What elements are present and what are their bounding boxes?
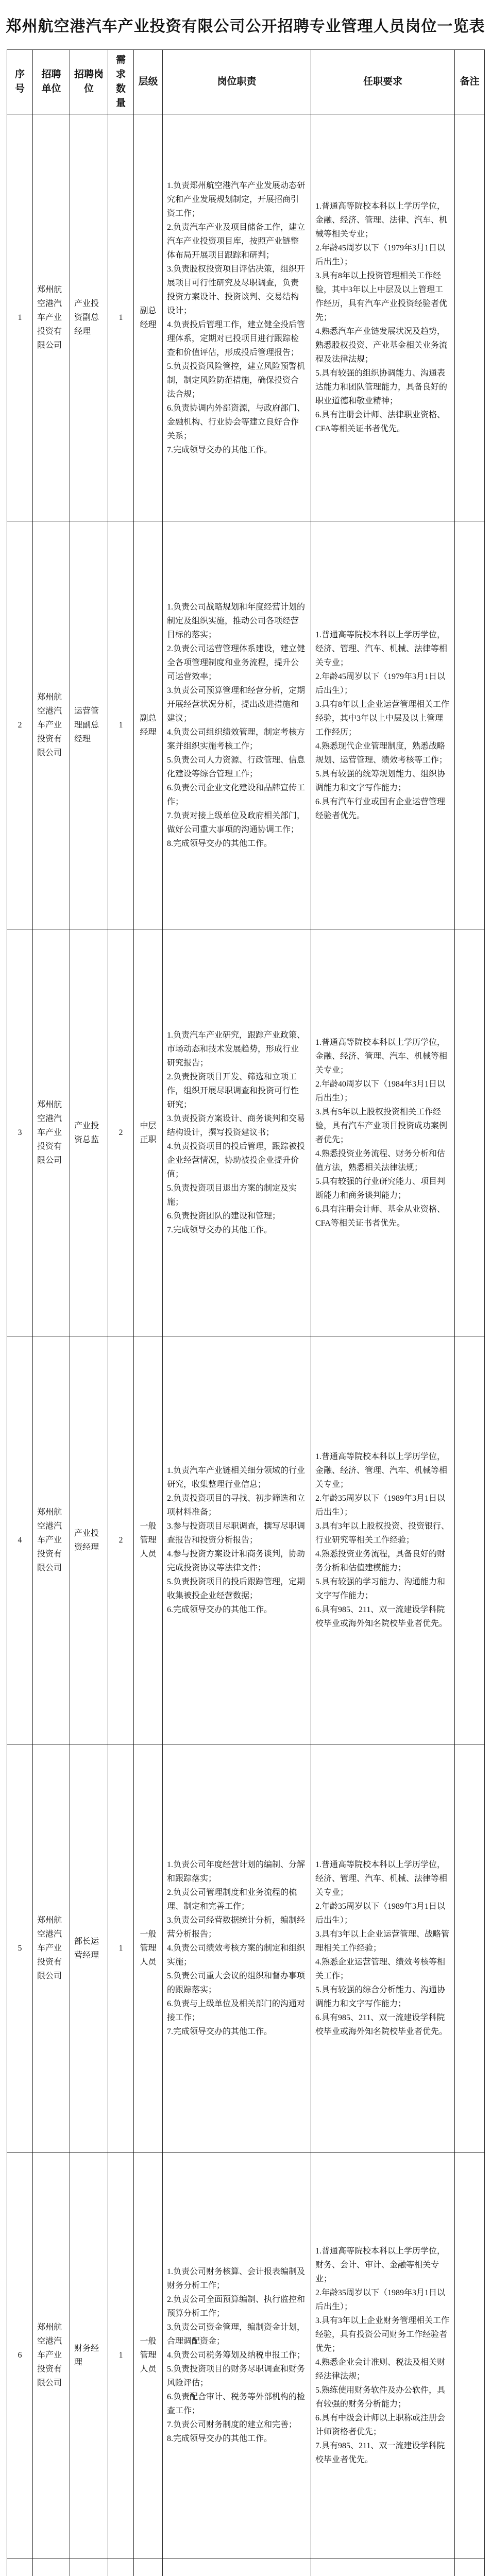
requirement-item: 3.具有3年以上企业运营管理、战略管理相关工作经验； — [315, 1930, 450, 1953]
duty-item: 1.负责公司财务核算、会计报表编制及财务分析工作； — [167, 2267, 306, 2290]
duty-item: 7.负责公司财务制度的建立和完善； — [167, 2420, 297, 2429]
row-count — [108, 2558, 134, 2576]
requirement-item: 4.熟悉投资业务流程，具备良好的财务分析和估值建模能力； — [315, 1550, 446, 1572]
duty-item: 6.负责投资团队的建设和管理； — [167, 1212, 281, 1221]
duty-item: 1.负责郑州航空港汽车产业发展动态研究和产业发展规划制定，开展招商引资工作； — [167, 181, 306, 218]
row-note — [455, 929, 485, 1336]
duty-item: 5.负责投资项目退出方案的制定及实施； — [167, 1184, 297, 1207]
requirement-item: 6.具有汽车行业或国有企业运营管理经验者优先。 — [315, 797, 446, 820]
duty-item: 2.负责公司全面预算编制、执行监控和预算分析工作； — [167, 2295, 306, 2318]
row-number: 5 — [7, 1744, 33, 2153]
col-header-post: 招聘岗位 — [70, 50, 108, 114]
table-row — [7, 2153, 485, 2558]
table-row — [7, 1336, 485, 1744]
row-post: 部长运营经理 — [70, 1744, 108, 2153]
positions-table — [7, 49, 485, 2576]
duty-item: 7.完成领导交办的其他工作。 — [167, 1226, 273, 1234]
row-number — [7, 2558, 33, 2576]
duty-item: 3.负责股权投资项目评估决策，组织开展项目可行性研究及尽职调查，负责投资方案设计、投资谈判、交易结构设计； — [167, 264, 306, 315]
row-level: 一般管理人员 — [134, 2153, 163, 2558]
duty-item: 2.负责投资项目的寻找、初步筛选和立项材料准备； — [167, 1494, 306, 1517]
row-number: 6 — [7, 2153, 33, 2558]
row-unit: 郑州航空港汽车产业投资有限公司 — [33, 1336, 70, 1744]
requirement-item: 1.普通高等院校本科以上学历学位，金融、经济、管理、法律、汽车、机械等相关专业； — [315, 202, 448, 239]
table-row — [7, 1744, 485, 2153]
duty-item: 6.负责协调内外部资源，与政府部门、金融机构、行业协会等建立良好合作关系； — [167, 403, 306, 440]
duty-item: 1.负责汽车产业链相关细分领域的行业研究，收集整理行业信息； — [167, 1466, 306, 1489]
col-header-note: 备注 — [455, 50, 485, 114]
col-header-count: 需求数量 — [108, 50, 134, 114]
duty-item: 3.参与投资项目尽职调查，撰写尽职调查报告和投资分析报告； — [167, 1522, 306, 1545]
row-duties — [163, 1744, 311, 2153]
requirement-item: 2.年龄45周岁以下（1979年3月1日以后出生）； — [315, 672, 446, 695]
row-duties — [163, 2558, 311, 2576]
requirement-item: 2.年龄40周岁以下（1984年3月1日以后出生）； — [315, 1079, 446, 1103]
duty-item: 3.负责投资方案设计、商务谈判和交易结构设计，撰写投资建议书； — [167, 1114, 306, 1137]
duty-item: 8.完成领导交办的其他工作。 — [167, 2434, 273, 2443]
row-note — [455, 114, 485, 521]
requirement-item: 6.具有中级会计师以上职称或注册会计师资格者优先； — [315, 2413, 446, 2436]
duty-item: 6.负责与上级单位及相关部门的沟通对接工作； — [167, 1999, 306, 2022]
requirement-item: 3.具有3年以上企业财务管理相关工作经验，具有投资公司财务工作经验者优先； — [315, 2316, 450, 2353]
row-level — [134, 2558, 163, 2576]
duty-item: 7.完成领导交办的其他工作。 — [167, 445, 273, 454]
duty-item: 1.负责公司战略规划和年度经营计划的制定及组织实施，推动公司各项经营目标的落实； — [167, 602, 306, 639]
row-number: 1 — [7, 114, 33, 521]
table-row — [7, 521, 485, 929]
requirement-item: 2.年龄45周岁以下（1979年3月1日以后出生）； — [315, 244, 446, 266]
duty-item: 3.负责公司预算管理和经营分析，定期开展经营状况分析，提出改进措施和建议； — [167, 686, 306, 723]
requirement-item: 4.熟悉企业运营管理、绩效考核等相关工作； — [315, 1958, 446, 1980]
row-count: 1 — [108, 521, 134, 929]
row-requirements — [311, 114, 455, 521]
duty-item: 3.负责公司经营数据统计分析，编制经营分析报告； — [167, 1916, 306, 1939]
requirement-item: 1.普通高等院校本科以上学历学位，金融、经济、管理、汽车、机械等相关专业； — [315, 1038, 448, 1075]
requirement-item: 5.具有较强的统筹规划能力、组织协调能力和文字写作能力； — [315, 769, 446, 792]
requirement-item: 2.年龄35周岁以下（1989年3月1日以后出生）； — [315, 2288, 446, 2311]
duty-item: 5.负责公司人力资源、行政管理、信息化建设等综合管理工作； — [167, 755, 306, 778]
requirement-item: 7.具有985、211、双一流建设学科院校毕业者优先。 — [315, 2441, 445, 2464]
col-header-no: 序号 — [7, 50, 33, 114]
row-unit: 郑州航空港汽车产业投资有限公司 — [33, 929, 70, 1336]
requirement-item: 1.普通高等院校本科以上学历学位，经济、管理、汽车、机械、法律等相关专业； — [315, 630, 448, 667]
duty-item: 2.负责公司运营管理体系建设，建立健全各项管理制度和业务流程，提升公司运营效率； — [167, 644, 306, 681]
requirement-item: 5.具有较强的组织协调能力、沟通表达能力和团队管理能力，具备良好的职业道德和敬业精神； — [315, 369, 448, 405]
requirement-item: 1.普通高等院校本科以上学历学位，经济、管理、汽车、机械、法律等相关专业； — [315, 1860, 448, 1897]
row-requirements — [311, 929, 455, 1336]
row-duties — [163, 114, 311, 521]
row-post: 产业投资总监 — [70, 929, 108, 1336]
col-header-requirements: 任职要求 — [311, 50, 455, 114]
duty-item: 6.完成领导交办的其他工作。 — [167, 1605, 273, 1614]
requirement-item: 4.熟悉企业会计准则、税法及相关财经法律法规； — [315, 2358, 446, 2381]
row-count: 1 — [108, 2153, 134, 2558]
requirement-item: 3.具有3年以上股权投资、投资银行、行业研究等相关工作经验； — [315, 1522, 450, 1545]
duty-item: 2.负责汽车产业及项目储备工作，建立汽车产业投资项目库，按照产业链整体布局开展项目跟踪和研判； — [167, 223, 306, 260]
col-header-level: 层级 — [134, 50, 163, 114]
requirement-item: 3.具有8年以上投资管理相关工作经验，其中3年以上中层及以上管理工作经历，具有汽车产业投资经验者优先； — [315, 272, 448, 322]
requirement-item: 4.熟悉汽车产业链发展状况及趋势，熟悉股权投资、产业基金相关业务流程及法律法规； — [315, 327, 448, 364]
row-unit: 郑州航空港汽车产业投资有限公司 — [33, 1744, 70, 2153]
requirement-item: 5.具有较强的综合分析能力、沟通协调能力和文字写作能力； — [315, 1986, 446, 2008]
duty-item: 8.完成领导交办的其他工作。 — [167, 839, 273, 848]
row-post: 运营管理副总经理 — [70, 521, 108, 929]
duty-item: 5.负责投资项目的投后跟踪管理，定期收集被投企业经营数据； — [167, 1578, 306, 1600]
col-header-unit: 招聘单位 — [33, 50, 70, 114]
duty-item: 4.负责投资项目的投后管理，跟踪被投企业经营情况，协助被投企业提升价值； — [167, 1142, 306, 1179]
duty-item: 3.负责公司资金管理，编制资金计划，合理调配资金； — [167, 2323, 306, 2346]
row-duties — [163, 1336, 311, 1744]
duty-item: 4.参与投资方案设计和商务谈判，协助完成投资协议等法律文件； — [167, 1550, 306, 1572]
row-count: 2 — [108, 1336, 134, 1744]
row-duties — [163, 929, 311, 1336]
col-header-duties: 岗位职责 — [163, 50, 311, 114]
requirement-item: 2.年龄35周岁以下（1989年3月1日以后出生）； — [315, 1902, 446, 1925]
row-note — [455, 2558, 485, 2576]
row-post: 财务经理 — [70, 2153, 108, 2558]
requirement-item: 5.具有较强的学习能力、沟通能力和文字写作能力； — [315, 1578, 446, 1600]
row-count: 2 — [108, 929, 134, 1336]
requirement-item: 6.具有注册会计师、基金从业资格、CFA等相关证书者优先。 — [315, 1205, 446, 1228]
row-level: 中层正职 — [134, 929, 163, 1336]
row-level: 副总经理 — [134, 521, 163, 929]
requirement-item: 2.年龄35周岁以下（1989年3月1日以后出生）； — [315, 1494, 446, 1517]
requirement-item: 3.具有5年以上股权投资相关工作经验，具有汽车产业项目投资成功案例者优先； — [315, 1107, 448, 1144]
table-row — [7, 929, 485, 1336]
requirement-item: 5.具有较强的行业研究能力、项目判断能力和商务谈判能力； — [315, 1177, 446, 1200]
requirement-item: 4.熟悉现代企业管理制度，熟悉战略规划、运营管理、绩效考核等工作； — [315, 741, 448, 765]
row-post: 产业投资副总经理 — [70, 114, 108, 521]
requirement-item: 3.具有8年以上企业运营管理相关工作经验，其中3年以上中层及以上管理工作经历； — [315, 700, 450, 737]
row-requirements — [311, 2153, 455, 2558]
row-unit: 郑州航空港汽车产业投资有限公司 — [33, 2153, 70, 2558]
row-number: 3 — [7, 929, 33, 1336]
row-number: 2 — [7, 521, 33, 929]
requirement-item: 4.熟悉投资业务流程、财务分析和估值方法，熟悉相关法律法规； — [315, 1149, 446, 1172]
duty-item: 7.完成领导交办的其他工作。 — [167, 2027, 273, 2036]
duty-item: 6.负责配合审计、税务等外部机构的检查工作； — [167, 2393, 306, 2415]
row-note — [455, 521, 485, 929]
duty-item: 5.负责公司重大会议的组织和督办事项的跟踪落实； — [167, 1972, 306, 1994]
row-unit: 郑州航空港汽车产业投资有限公司 — [33, 114, 70, 521]
duty-item: 1.负责公司年度经营计划的编制、分解和跟踪落实； — [167, 1860, 306, 1883]
requirement-item: 5.熟练使用财务软件及办公软件，具有较强的财务分析能力； — [315, 2385, 446, 2409]
requirement-item: 1.普通高等院校本科以上学历学位，金融、经济、管理、汽车、机械等相关专业； — [315, 1452, 448, 1489]
row-unit: 郑州航空港汽车产业投资有限公司 — [33, 521, 70, 929]
duty-item: 2.负责投资项目开发、筛选和立项工作，组织开展尽职调查和投资可行性研究； — [167, 1073, 299, 1109]
page-title: 郑州航空港汽车产业投资有限公司公开招聘专业管理人员岗位一览表 — [6, 18, 485, 35]
row-requirements — [311, 2558, 455, 2576]
row-number: 4 — [7, 1336, 33, 1744]
duty-item: 5.负责投资风险管控，建立风险预警机制，制定风险防范措施，确保投资合法合规； — [167, 362, 306, 399]
row-note — [455, 2153, 485, 2558]
table-row — [7, 114, 485, 521]
duty-item: 6.负责公司企业文化建设和品牌宣传工作； — [167, 783, 306, 806]
row-level: 一般管理人员 — [134, 1744, 163, 2153]
requirement-item: 6.具有注册会计师、法律职业资格、CFA等相关证书者优先。 — [315, 411, 446, 433]
duty-item: 4.负责公司绩效考核方案的制定和组织实施； — [167, 1944, 306, 1967]
row-duties — [163, 2153, 311, 2558]
duty-item: 5.负责投资项目的财务尽职调查和财务风险评估； — [167, 2365, 306, 2387]
table-row — [7, 2558, 485, 2576]
row-count: 1 — [108, 1744, 134, 2153]
duty-item: 7.负责对接上级单位及政府相关部门，做好公司重大事项的沟通协调工作； — [167, 811, 306, 834]
row-requirements — [311, 1336, 455, 1744]
duty-item: 4.负责公司组织绩效管理，制定考核方案并组织实施考核工作； — [167, 727, 306, 751]
requirement-item: 6.具有985、211、双一流建设学科院校毕业或海外知名院校毕业者优先。 — [315, 2013, 448, 2036]
row-note — [455, 1744, 485, 2153]
row-requirements — [311, 1744, 455, 2153]
row-post — [70, 2558, 108, 2576]
header-row — [7, 50, 485, 114]
duty-item: 4.负责投后管理工作，建立健全投后管理体系，定期对已投项目进行跟踪检查和价值评估，形成投后管理报告； — [167, 320, 306, 357]
row-duties — [163, 521, 311, 929]
row-requirements — [311, 521, 455, 929]
row-level: 副总经理 — [134, 114, 163, 521]
requirement-item: 6.具有985、211、双一流建设学科院校毕业或海外知名院校毕业者优先。 — [315, 1605, 448, 1628]
duty-item: 1.负责汽车产业研究，跟踪产业政策、市场动态和技术发展趋势，形成行业研究报告； — [167, 1031, 306, 1067]
duty-item: 4.负责公司税务筹划及纳税申报工作； — [167, 2351, 306, 2360]
duty-item: 2.负责公司管理制度和业务流程的梳理、制定和完善工作； — [167, 1888, 297, 1911]
row-level: 一般管理人员 — [134, 1336, 163, 1744]
requirement-item: 1.普通高等院校本科以上学历学位，财务、会计、审计、金融等相关专业； — [315, 2246, 446, 2283]
row-note — [455, 1336, 485, 1744]
row-unit — [33, 2558, 70, 2576]
row-count: 1 — [108, 114, 134, 521]
row-post: 产业投资经理 — [70, 1336, 108, 1744]
